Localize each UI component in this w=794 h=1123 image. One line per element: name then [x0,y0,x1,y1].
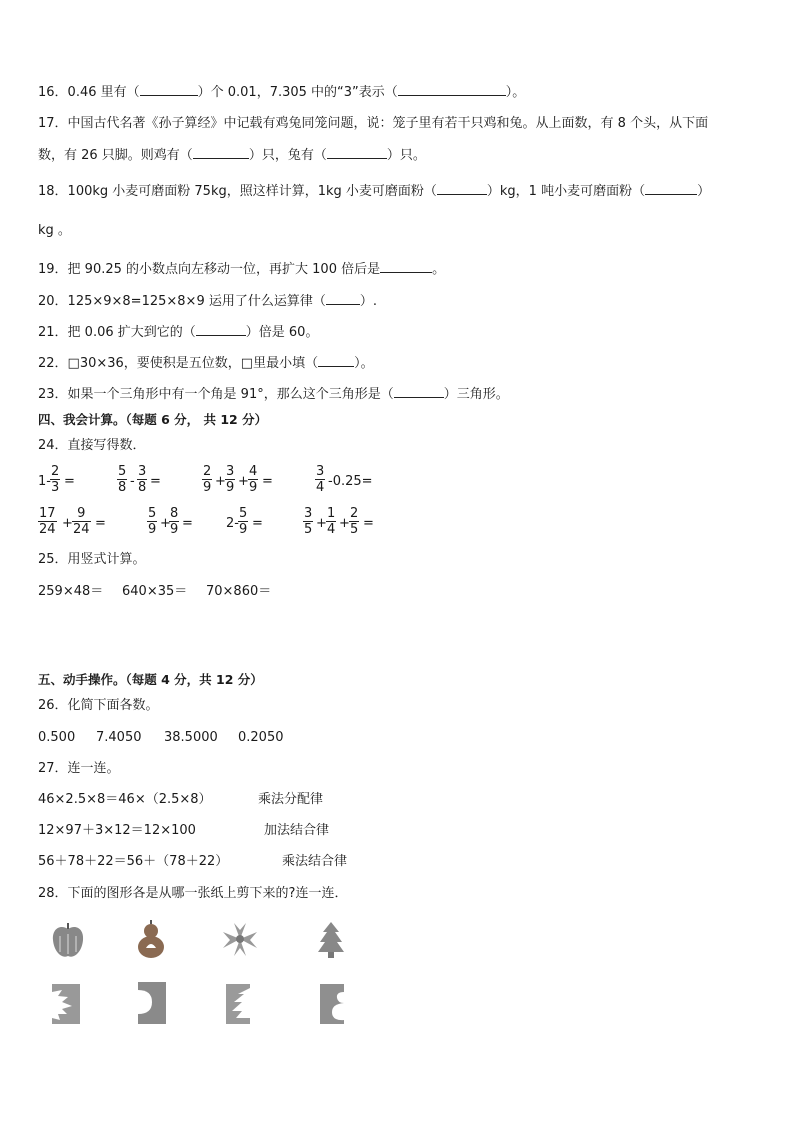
fraction: 2 3 [51,464,60,495]
question-18-unit: kg 。 [38,223,71,238]
tree-icon[interactable] [316,920,346,960]
section-heading: 四、我会计算。（每题 6 分， 共 12 分） [38,412,268,427]
question-28-title: 28．下面的图形各是从哪一张纸上剪下来的?连一连． [38,886,348,901]
question-24-title: 24．直接写得数． [38,438,146,453]
question-18: 18．100kg 小麦可磨面粉 75kg，照这样计算，1kg 小麦可磨面粉（ ）kg，1 吨小麦可磨面粉（ ） [38,184,711,199]
tree-cut-paper[interactable] [226,984,250,1024]
answer-blank[interactable] [196,323,246,336]
match-law[interactable]: 加法结合律 [264,823,330,838]
moon-cut-paper[interactable] [138,982,166,1024]
number-item: 38.5000 [164,730,218,745]
number-item: 0.2050 [238,730,284,745]
question-16: 16．0.46 里有（ ）个 0.01，7.305 中的“3”表示（ ）。 [38,85,526,100]
question-17-line2: 数，有 26 只脚。则鸡有（ ）只，兔有（ ）只。 [38,148,426,163]
fraction: 2 9 [203,464,212,495]
question-20: 20．125×9×8=125×8×9 运用了什么运算律（ ）. [38,294,377,309]
gourd-cut-paper[interactable] [320,984,344,1024]
number-item: 7.4050 [96,730,142,745]
flower-icon[interactable] [220,920,260,958]
fraction: 5 9 [148,506,157,537]
number-item: 0.500 [38,730,76,745]
fraction: 9 24 [73,506,90,537]
answer-blank[interactable] [380,260,432,273]
fraction: 3 5 [304,506,313,537]
answer-blank[interactable] [645,182,697,195]
answer-blank[interactable] [394,385,444,398]
match-law[interactable]: 乘法分配律 [258,792,324,807]
question-19: 19．把 90.25 的小数点向左移动一位，再扩大 100 倍后是 。 [38,262,446,277]
fraction: 3 8 [138,464,147,495]
answer-blank[interactable] [326,292,360,305]
fraction: 8 9 [170,506,179,537]
match-expression[interactable]: 46×2.5×8＝46×（2.5×8） [38,792,212,807]
leaf-cut-paper[interactable] [52,984,80,1024]
question-23: 23．如果一个三角形中有一个角是 91°，那么这个三角形是（ ）三角形。 [38,387,509,402]
section-heading: 五、动手操作。（每题 4 分，共 12 分） [38,672,263,687]
gourd-icon[interactable] [134,918,168,960]
answer-blank[interactable] [193,146,249,159]
fraction: 4 9 [249,464,258,495]
question-25-title: 25．用竖式计算。 [38,552,146,567]
calc-item: 259×48＝ [38,584,104,599]
answer-blank[interactable] [327,146,387,159]
fraction: 5 9 [239,506,248,537]
fraction: 5 8 [118,464,127,495]
question-21: 21．把 0.06 扩大到它的（ ）倍是 60。 [38,325,319,340]
calc-item: 70×860＝ [206,584,272,599]
match-expression[interactable]: 12×97＋3×12＝12×100 [38,823,196,838]
calc-item: 640×35＝ [122,584,188,599]
fraction: 2 5 [350,506,359,537]
answer-blank[interactable] [318,354,354,367]
question-17-line1: 17．中国古代名著《孙子算经》中记载有鸡兔同笼问题，说：笼子里有若干只鸡和兔。从上面数，有 8 个头，从下面 [38,116,709,131]
question-26-title: 26．化简下面各数。 [38,698,159,713]
fraction: 17 24 [39,506,56,537]
match-expression[interactable]: 56＋78＋22＝56＋（78＋22） [38,854,229,869]
question-22: 22．□30×36，要使积是五位数，□里最小填（ ）。 [38,356,374,371]
fraction: 1 4 [327,506,336,537]
answer-blank[interactable] [398,83,506,96]
answer-blank[interactable] [437,182,487,195]
apple-icon[interactable] [50,920,86,960]
fraction: 3 4 [316,464,325,495]
match-law[interactable]: 乘法结合律 [282,854,348,869]
question-27-title: 27．连一连。 [38,761,120,776]
answer-blank[interactable] [140,83,198,96]
fraction: 3 9 [226,464,235,495]
